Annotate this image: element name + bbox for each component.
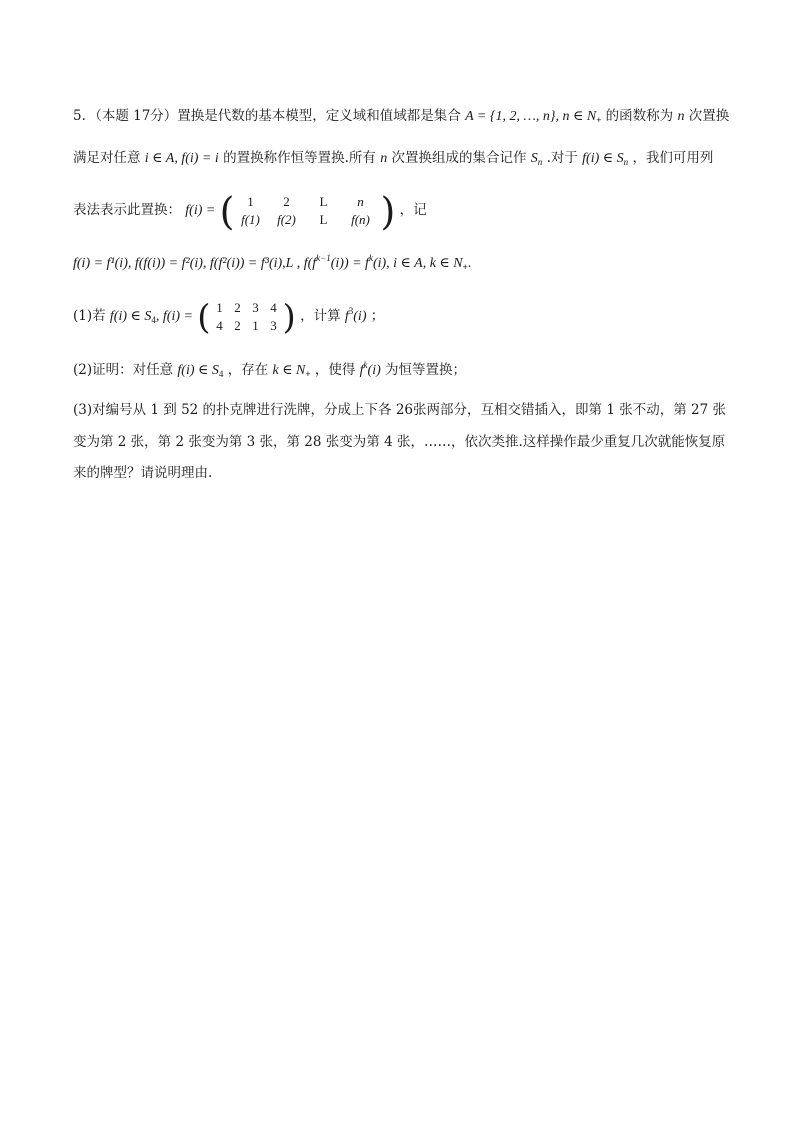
problem-line-4: f(i) = f¹(i), f(f(i)) = f²(i), f(f²(i)) = f³(i),L , $f(f^{k-1}(i)) = f^k(i)$, i ∈ A, k ∈ $N_+$.	[73, 253, 472, 272]
question-3-line-3: 来的牌型？请说明理由.	[73, 465, 213, 481]
question-3-line-2: 变为第 2 张，第 2 张变为第 3 张，第 28 张变为第 4 张，……，依次类推.这样操作最少重复几次就能恢复原	[73, 434, 726, 450]
matrix-cell: n	[357, 194, 364, 209]
problem-line-1: 5．（本题 17分）置换是代数的基本模型，定义域和值域都是集合 A = {1, 2, …, n}, n ∈ $N_+$ 的函数称为 n 次置换	[73, 108, 730, 125]
permutation-matrix-general: ( 1 2 L n f(1) f(2) L f(n) )	[219, 189, 396, 233]
matrix-cell: 1	[247, 194, 254, 209]
matrix-cell: 4	[216, 318, 223, 333]
matrix-cell: 3	[270, 318, 277, 333]
matrix-cell: 1	[252, 318, 259, 333]
permutation-matrix-q1: ( 1 2 3 4 4 2 1 3 )	[197, 297, 296, 337]
matrix-cell: 2	[234, 300, 241, 315]
iterate-definition: f(i) = f¹(i), f(f(i)) = f²(i), f(f²(i)) = f³(i),L , f(f	[73, 256, 317, 271]
identity-condition: i ∈ A, f(i) = i	[144, 151, 219, 166]
matrix-cell: 3	[252, 300, 259, 315]
matrix-cell: f(n)	[351, 212, 370, 227]
question-3-line-1: (3)对编号从 1 到 52 的扑克牌进行洗牌，分成上下各 26张两部分，互相交错插入，即第 1 张不动，第 27 张	[73, 402, 726, 418]
set-expression: A = {1, 2, …, n}, n ∈ $N_+$	[465, 109, 602, 125]
matrix-cell: L	[319, 194, 328, 209]
matrix-cell: f(1)	[241, 212, 260, 227]
question-1: (1)若 f(i) ∈ $S_4$, f(i) = ( 1 2 3 4 4 2 1 3 ) ，计算 $f^3(i)$ ；	[73, 297, 385, 337]
problem-line-3: 表法表示此置换： f(i) = ( 1 2 L n f(1) f(2) L f(n) ) ，记	[73, 189, 427, 233]
matrix-cell: L	[319, 212, 328, 227]
matrix-cell: 4	[270, 300, 277, 315]
problem-title: 5．（本题 17分）置换是代数的基本模型，定义域和值域都是集合	[73, 108, 461, 124]
question-2: (2)证明：对任意 f(i) ∈ $S_4$ ，存在 k ∈ $N_+$ ，使得 $f^k(i)$ 为恒等置换；	[73, 360, 467, 379]
problem-line-2: 满足对任意 i ∈ A, f(i) = i 的置换称作恒等置换.所有 n 次置换组成的集合记作 $S_n$ .对于 f(i) ∈ $S_n$ ，我们可用列	[73, 150, 714, 167]
matrix-cell: 2	[283, 194, 290, 209]
matrix-cell: 2	[234, 318, 241, 333]
matrix-cell: f(2)	[277, 212, 296, 227]
matrix-cell: 1	[216, 300, 223, 315]
